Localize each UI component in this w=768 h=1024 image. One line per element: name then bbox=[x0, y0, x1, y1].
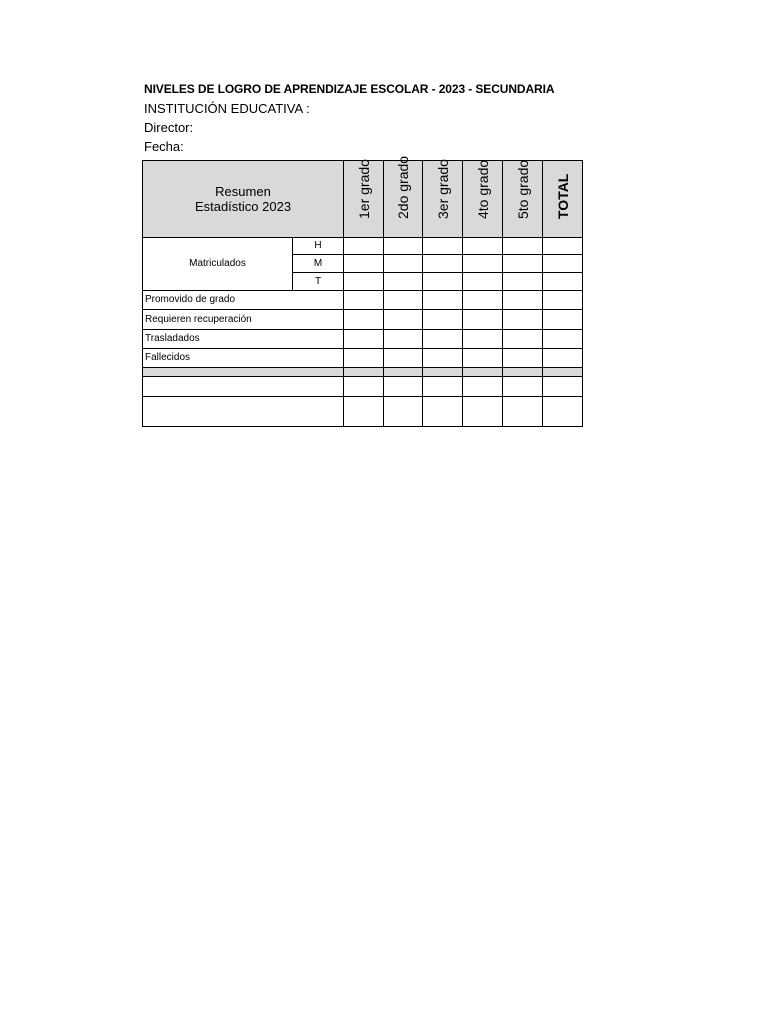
grade-2-label: 2do grado bbox=[395, 155, 411, 219]
table-cell[interactable] bbox=[503, 330, 543, 349]
table-cell[interactable] bbox=[463, 349, 503, 368]
table-cell[interactable] bbox=[503, 238, 543, 255]
row-label-transferred: Trasladados bbox=[143, 330, 344, 349]
table-cell[interactable] bbox=[344, 349, 384, 368]
separator-row bbox=[143, 368, 583, 377]
table-row bbox=[143, 397, 583, 427]
table-cell[interactable] bbox=[384, 349, 423, 368]
table-cell[interactable] bbox=[543, 255, 583, 273]
enrolled-label: Matriculados bbox=[143, 238, 293, 291]
table-cell[interactable] bbox=[384, 397, 423, 427]
director-label: Director: bbox=[144, 120, 194, 135]
table-cell[interactable] bbox=[463, 330, 503, 349]
table-cell[interactable] bbox=[344, 310, 384, 330]
table-cell[interactable] bbox=[384, 273, 423, 291]
table-cell[interactable] bbox=[543, 238, 583, 255]
table-cell[interactable] bbox=[423, 255, 463, 273]
summary-table bbox=[142, 155, 583, 427]
table-cell[interactable] bbox=[344, 397, 384, 427]
table-cell[interactable] bbox=[503, 377, 543, 397]
table-cell[interactable] bbox=[543, 273, 583, 291]
table-cell[interactable] bbox=[543, 377, 583, 397]
table-cell[interactable] bbox=[503, 291, 543, 310]
table-cell[interactable] bbox=[503, 397, 543, 427]
separator-cell bbox=[423, 368, 463, 377]
table-cell[interactable] bbox=[384, 291, 423, 310]
table-cell[interactable] bbox=[423, 238, 463, 255]
table-cell[interactable] bbox=[384, 310, 423, 330]
table-row bbox=[143, 310, 583, 330]
row-label-promoted: Promovido de grado bbox=[143, 291, 344, 310]
table-cell[interactable] bbox=[344, 377, 384, 397]
table-cell[interactable] bbox=[344, 291, 384, 310]
table-cell[interactable] bbox=[423, 349, 463, 368]
total-header bbox=[543, 161, 583, 238]
separator-cell bbox=[503, 368, 543, 377]
table-cell[interactable] bbox=[344, 238, 384, 255]
separator-cell bbox=[543, 368, 583, 377]
table-cell[interactable] bbox=[503, 273, 543, 291]
date-label: Fecha: bbox=[144, 139, 184, 154]
grade-4-label: 4to grado bbox=[474, 159, 491, 219]
table-cell[interactable] bbox=[423, 291, 463, 310]
table-row bbox=[143, 330, 583, 349]
summary-header-cell bbox=[143, 161, 344, 238]
grade-1-header bbox=[344, 161, 384, 238]
table-cell[interactable] bbox=[463, 291, 503, 310]
empty-label-cell[interactable] bbox=[143, 397, 344, 427]
document-header bbox=[144, 80, 554, 156]
summary-header-line1: Resumen bbox=[215, 184, 271, 199]
table-cell[interactable] bbox=[344, 330, 384, 349]
table-cell[interactable] bbox=[543, 330, 583, 349]
grade-5-header bbox=[503, 161, 543, 238]
separator-cell bbox=[344, 368, 384, 377]
table-cell[interactable] bbox=[503, 349, 543, 368]
table-cell[interactable] bbox=[543, 310, 583, 330]
table-cell[interactable] bbox=[423, 273, 463, 291]
table-cell[interactable] bbox=[463, 273, 503, 291]
table-cell[interactable] bbox=[423, 397, 463, 427]
table-cell[interactable] bbox=[463, 238, 503, 255]
separator-cell bbox=[463, 368, 503, 377]
total-label: TOTAL bbox=[554, 173, 571, 219]
grade-3-label: 3er grado bbox=[434, 159, 451, 219]
table-cell[interactable] bbox=[463, 310, 503, 330]
table-cell[interactable] bbox=[384, 330, 423, 349]
sex-t-label: T bbox=[293, 273, 344, 291]
document-title: NIVELES DE LOGRO DE APRENDIZAJE ESCOLAR - 2023 - SECUNDARIA bbox=[144, 82, 555, 96]
table-cell[interactable] bbox=[384, 377, 423, 397]
table-cell[interactable] bbox=[543, 349, 583, 368]
row-label-recovery: Requieren recuperación bbox=[143, 310, 344, 330]
table-cell[interactable] bbox=[344, 273, 384, 291]
row-label-deceased: Fallecidos bbox=[143, 349, 344, 368]
table-row bbox=[143, 291, 583, 310]
grade-2-header bbox=[384, 155, 423, 238]
separator-cell bbox=[384, 368, 423, 377]
grade-1-label: 1er grado bbox=[355, 159, 372, 219]
grade-3-header bbox=[423, 161, 463, 238]
table-cell[interactable] bbox=[543, 291, 583, 310]
table-cell[interactable] bbox=[384, 238, 423, 255]
separator-cell bbox=[143, 368, 344, 377]
table-cell[interactable] bbox=[423, 310, 463, 330]
institution-label: INSTITUCIÓN EDUCATIVA : bbox=[144, 101, 310, 116]
grade-5-label: 5to grado bbox=[514, 159, 531, 219]
table-cell[interactable] bbox=[463, 255, 503, 273]
table-cell[interactable] bbox=[463, 397, 503, 427]
empty-label-cell[interactable] bbox=[143, 377, 344, 397]
table-cell[interactable] bbox=[543, 397, 583, 427]
sex-h-label: H bbox=[293, 238, 344, 255]
table-row bbox=[143, 349, 583, 368]
summary-header-line2: Estadístico 2023 bbox=[194, 199, 292, 214]
table-header-row bbox=[143, 161, 583, 238]
table-row bbox=[143, 238, 583, 255]
grade-4-header bbox=[463, 161, 503, 238]
table-cell[interactable] bbox=[463, 377, 503, 397]
table-cell[interactable] bbox=[503, 255, 543, 273]
table-cell[interactable] bbox=[344, 255, 384, 273]
table-cell[interactable] bbox=[423, 377, 463, 397]
table-cell[interactable] bbox=[503, 310, 543, 330]
table-cell[interactable] bbox=[423, 330, 463, 349]
table-cell[interactable] bbox=[384, 255, 423, 273]
sex-m-label: M bbox=[293, 255, 344, 273]
table-row bbox=[143, 377, 583, 397]
